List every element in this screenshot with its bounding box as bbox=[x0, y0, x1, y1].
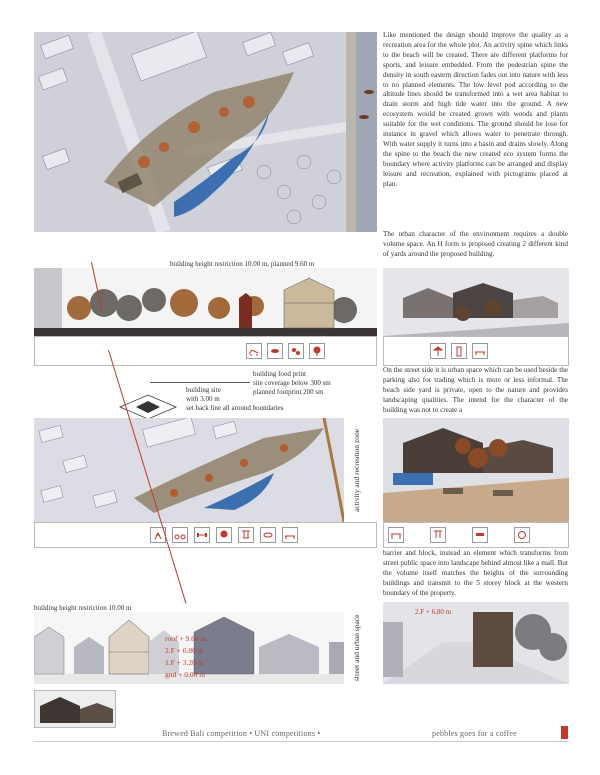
table-umbrella-icon bbox=[430, 343, 446, 359]
bench-icon bbox=[282, 527, 298, 543]
description-paragraph-4: barrier and block, instead an element which transforms from street public space into landscape behind almost like a mall. But the volume itself matches the heights of the surrounding buildings and transmit to the 5 storey block at the western boundary of the property. bbox=[383, 549, 568, 597]
bench-icon bbox=[472, 343, 488, 359]
footer-right: pebbles goes for a coffee bbox=[432, 729, 517, 738]
bike-icon bbox=[172, 527, 188, 543]
lounge-chair-icon bbox=[246, 343, 262, 359]
icon-row-2 bbox=[150, 527, 298, 543]
footer-rule bbox=[34, 741, 569, 742]
site-plan-middle bbox=[34, 418, 344, 522]
height-restriction-label-2: building height restriction 10.00 m bbox=[34, 604, 132, 612]
swing-icon bbox=[430, 527, 446, 543]
icon-row-1 bbox=[246, 343, 325, 359]
footprint-pointer-line bbox=[150, 382, 250, 383]
trampoline-icon bbox=[388, 527, 404, 543]
tree-icon bbox=[216, 527, 232, 543]
site-line-1: building site bbox=[186, 386, 221, 394]
tree-icon bbox=[309, 343, 325, 359]
level-roof: roof + 9.60 m bbox=[165, 634, 207, 643]
footprint-line-2: site coverage below 300 sm bbox=[253, 379, 331, 387]
level-1f: 1.F + 3.20 m bbox=[165, 658, 204, 667]
site-note bbox=[186, 386, 283, 413]
description-paragraph-2: The urban character of the environment requires a double volume space. An H form is proposed creating 2 different kind of yards around the proposed building. bbox=[383, 230, 568, 258]
height-restriction-label-1: building height restriction 10.00 m, planned 9.60 m bbox=[170, 260, 315, 268]
footprint-line-1: building food print bbox=[253, 370, 306, 378]
courtyard-render bbox=[383, 418, 569, 522]
level-right-label: 2.F + 6.80 m bbox=[415, 608, 452, 616]
column-icon bbox=[451, 343, 467, 359]
thumbnail-render bbox=[34, 690, 116, 728]
street-urban-label: street and urban space bbox=[352, 614, 361, 682]
icon-row-2-right bbox=[388, 527, 530, 543]
footer-accent-block bbox=[561, 726, 568, 739]
footprint-line-3: planned footprint 200 sm bbox=[253, 388, 324, 396]
activity-recreation-label: activity and recreation zone bbox=[352, 428, 361, 512]
swing-icon bbox=[238, 527, 254, 543]
level-gnd: gnd + 0.00 m bbox=[165, 670, 206, 679]
description-paragraph-3: On the street side it is urban space which can be used beside the parking also for trading which is more or less informal. The beach side yard is private, open to the nature and provides landscaping qualities. The intend for the character of the building was not to create a bbox=[383, 366, 568, 414]
elevation-section-1 bbox=[34, 268, 377, 336]
icon-row-1-right bbox=[430, 343, 488, 359]
site-line-3: set back line all around boundaries bbox=[186, 404, 284, 412]
icon-strip-1 bbox=[34, 336, 377, 366]
picnic-icon bbox=[472, 527, 488, 543]
bbq-icon bbox=[267, 343, 283, 359]
level-2f: 2.F + 6.80 m bbox=[165, 646, 204, 655]
elevation-photo-right-1 bbox=[383, 268, 569, 336]
fish-icon bbox=[260, 527, 276, 543]
dumbbell-icon bbox=[194, 527, 210, 543]
street-render bbox=[383, 602, 569, 684]
sport-icon bbox=[514, 527, 530, 543]
site-line-2: with 3.00 m bbox=[186, 395, 220, 403]
footer-left: Brewed Bali competition • UNI competitions • bbox=[162, 729, 321, 738]
level-markers bbox=[165, 634, 206, 682]
description-paragraph-1: Like mentioned the design should improve the quality as a recreation area for the whole plot. An activity spine which links to the beach will be created. There are different platforms for sports, and leisure embedded. From the pedestrian spine the density in south eastern direction fades out into nature with less to no planned elements. The low level pod according to the altitude lines should be transformed into a wet area habitat to drain storm and high tide water into the ground. A new ecosystem would be created grown with woods and plants suitable for the wet conditions. The ground should be lose for instance in gravel which allows water to penetrate through. With water supply it turns into a basin and drains slowly. Along the spine to the beach the new created eco system forms the boundary where activity platforms can be arranged and display leisure and recreation, explained with pictograms placed at plan. bbox=[383, 31, 568, 188]
site-plan-top bbox=[34, 32, 377, 232]
games-icon bbox=[288, 343, 304, 359]
